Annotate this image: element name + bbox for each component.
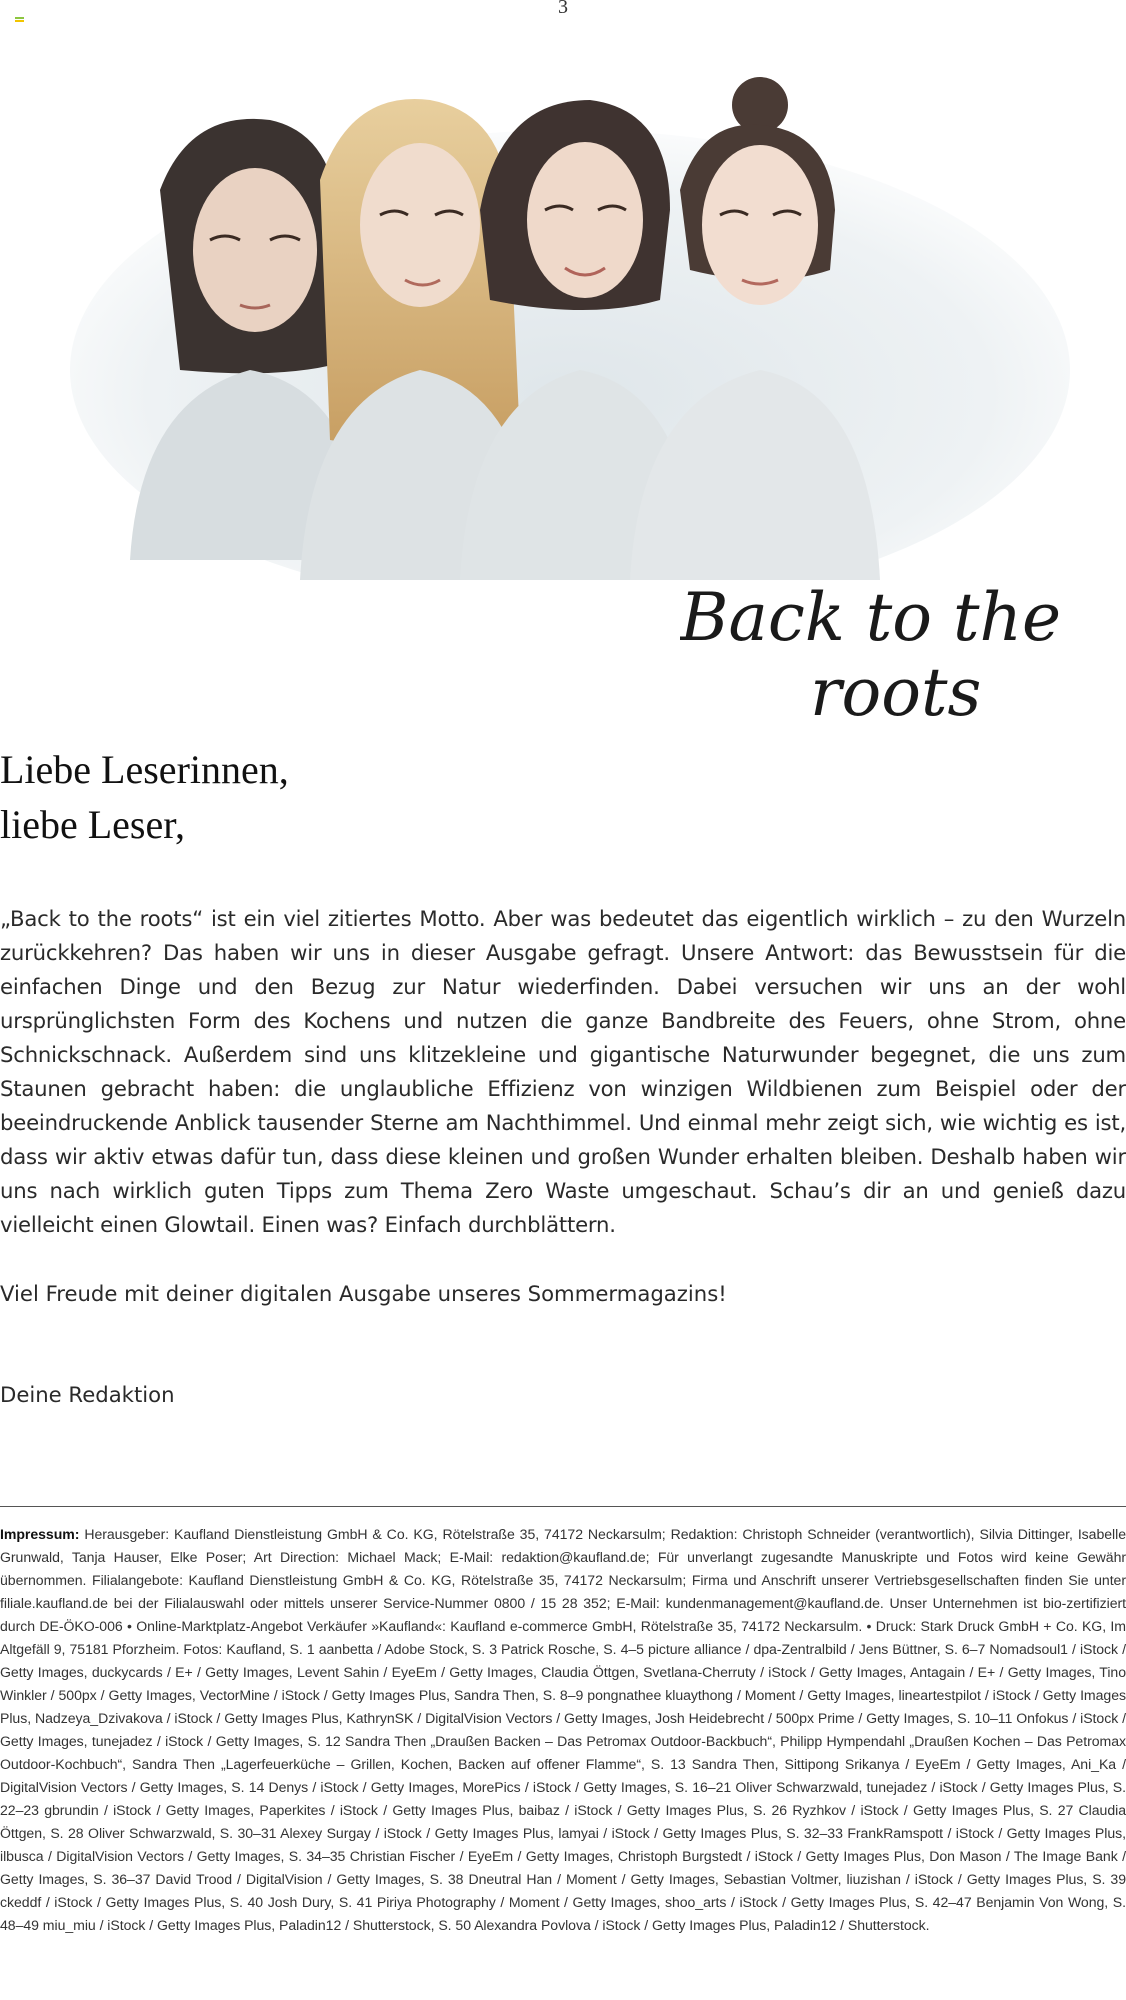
hero-illustration [70, 40, 1070, 580]
letter-signature: Deine Redaktion [0, 1382, 175, 1407]
greeting-line-2: liebe Leser, [0, 802, 185, 847]
letter-body: „Back to the roots“ ist ein viel zitiertes Motto. Aber was bedeutet das eigentlich wirklich – zu den Wurzeln zurückkehren? Das haben wir uns in dieser Ausgabe gefragt. Unsere Antwort: das Bewusstsein für die einfachen Dinge und den Bezug zur Natur wiederfinden. Dabei versuchen wir uns an der wohl ursprünglichsten Form des Kochens und nutzen die ganze Bandbreite des Feuers, ohne Strom, ohne Schnickschnack. Außerdem sind uns klitzekleine und gigantische Naturwunder begegnet, die uns zum Staunen gebracht haben: die unglaubliche Effizienz von winzigen Wildbienen zum Beispiel oder der beeindruckende Anblick tausender Sterne am Nachthimmel. Und einmal mehr zeigt sich, wie wichtig es ist, dass wir aktiv etwas dafür tun, dass diese kleinen und großen Wunder erhalten bleiben. Deshalb haben wir uns nach wirklich guten Tipps zum Thema Zero Waste umgeschaut. Schau’s dir an und genieß dazu vielleicht einen Glowtail. Einen was? Einfach durchblättern. [0, 906, 1126, 1237]
script-title [680, 555, 1080, 735]
page-number: 3 [558, 0, 568, 18]
greeting [0, 742, 700, 852]
team-portrait-illustration [70, 40, 1070, 580]
script-title-line1: Back to the [680, 579, 1062, 656]
divider [0, 1506, 1126, 1507]
impressum-label: Impressum: [0, 1526, 80, 1542]
impressum [0, 1523, 1126, 1937]
script-title-line2: roots [810, 654, 982, 731]
letter-closing: Viel Freude mit deiner digitalen Ausgabe unseres Sommermagazins! [0, 1281, 727, 1306]
impressum-text: Herausgeber: Kaufland Dienstleistung GmbH & Co. KG, Rötelstraße 35, 74172 Neckarsulm; Redaktion: Christoph Schneider (verantwortlich), Silvia Dittinger, Isabelle Grunwald, Tanja Hauser, Elke Poser; Art Direction: Michael Mack; E-Mail: redaktion@kaufland.de; Für unverlangt zugesandte Manuskripte und Fotos wird keine Gewähr übernommen. Filialangebote: Kaufland Dienstleistung GmbH & Co. KG, Rötelstraße 35, 74172 Neckarsulm; Firma und Anschrift unserer Vertriebsgesellschaften finden Sie unter filiale.kaufland.de bei der Filialauswahl oder mittels unserer Service-Nummer 0800 / 15 28 352; E-Mail: kundenmanagement@kaufland.de. Unser Unternehmen ist bio-zertifiziert durch DE-ÖKO-006 • Online-Marktplatz-Angebot Verkäufer »Kaufland«: Kaufland e-commerce GmbH, Rötelstraße 35, 74172 Neckarsulm. • Druck: Stark Druck GmbH + Co. KG, Im Altgefäll 9, 75181 Pforzheim. Fotos: Kaufland, S. 1 aanbetta / Adobe Stock, S. 3 Patrick Rosche, S. 4–5 picture alliance / dpa-Zentralbild / Jens Büttner, S. 6–7 Nomadsoul1 / iStock / Getty Images, duckycards / E+ / Getty Images, Levent Sahin / EyeEm / Getty Images, Claudia Öttgen, Svetlana-Cherruty / iStock / Getty Images, Antagain / E+ / Getty Images, Tino Winkler / 500px / Getty Images, VectorMine / iStock / Getty Images Plus, Sandra Then, S. 8–9 pongnathee kluaythong / Moment / Getty Images, lineartestpilot / iStock / Getty Images Plus, Nadzeya_Dzivakova / iStock / Getty Images Plus, KathrynSK / DigitalVision Vectors / Getty Images, Josh Heidebrecht / 500px Prime / Getty Images, S. 10–11 Onfokus / iStock / Getty Images, tunejadez / iStock / Getty Images, S. 12 Sandra Then „Draußen Backen – Das Petromax Outdoor-Backbuch“, Philipp Hympendahl „Draußen Kochen – Das Petromax Outdoor-Kochbuch“, Sandra Then „Lagerfeuerküche – Grillen, Kochen, Backen auf offener Flamme“, S. 13 Sandra Then, Sittipong Srikanya / EyeEm / Getty Images, Ani_Ka / DigitalVision Vectors / Getty Images, S. 14 Denys / iStock / Getty Images, MorePics / iStock / Getty Images, S. 16–21 Oliver Schwarzwald, tunejadez / iStock / Getty Images Plus, S. 22–23 gbrundin / iStock / Getty Images, Paperkites / iStock / Getty Images Plus, baibaz / iStock / Getty Images Plus, S. 26 Ryzhkov / iStock / Getty Images Plus, S. 27 Claudia Öttgen, S. 28 Oliver Schwarzwald, S. 30–31 Alexey Surgay / iStock / Getty Images Plus, lamyai / iStock / Getty Images Plus, S. 32–33 FrankRamspott / iStock / Getty Images Plus, ilbusca / DigitalVision Vectors / Getty Images, S. 34–35 Christian Fischer / EyeEm / Getty Images, Christoph Burgstedt / iStock / Getty Images Plus, Don Mason / The Image Bank / Getty Images, S. 36–37 David Trood / DigitalVision / Getty Images, S. 38 Dneutral Han / Moment / Getty Images, Sebastian Voltmer, liuzishan / iStock / Getty Images Plus, S. 39 ckeddf / iStock / Getty Images Plus, S. 40 Josh Dury, S. 41 Piriya Photography / Moment / Getty Images, shoo_arts / iStock / Getty Images Plus, S. 42–47 Benjamin Von Wong, S. 48–49 miu_miu / iStock / Getty Images Plus, Paladin12 / Shutterstock, S. 50 Alexandra Povlova / iStock / Getty Images Plus, Paladin12 / Shutterstock. [0, 1526, 1126, 1933]
menu-icon[interactable] [15, 17, 24, 23]
greeting-line-1: Liebe Leserinnen, [0, 747, 289, 792]
